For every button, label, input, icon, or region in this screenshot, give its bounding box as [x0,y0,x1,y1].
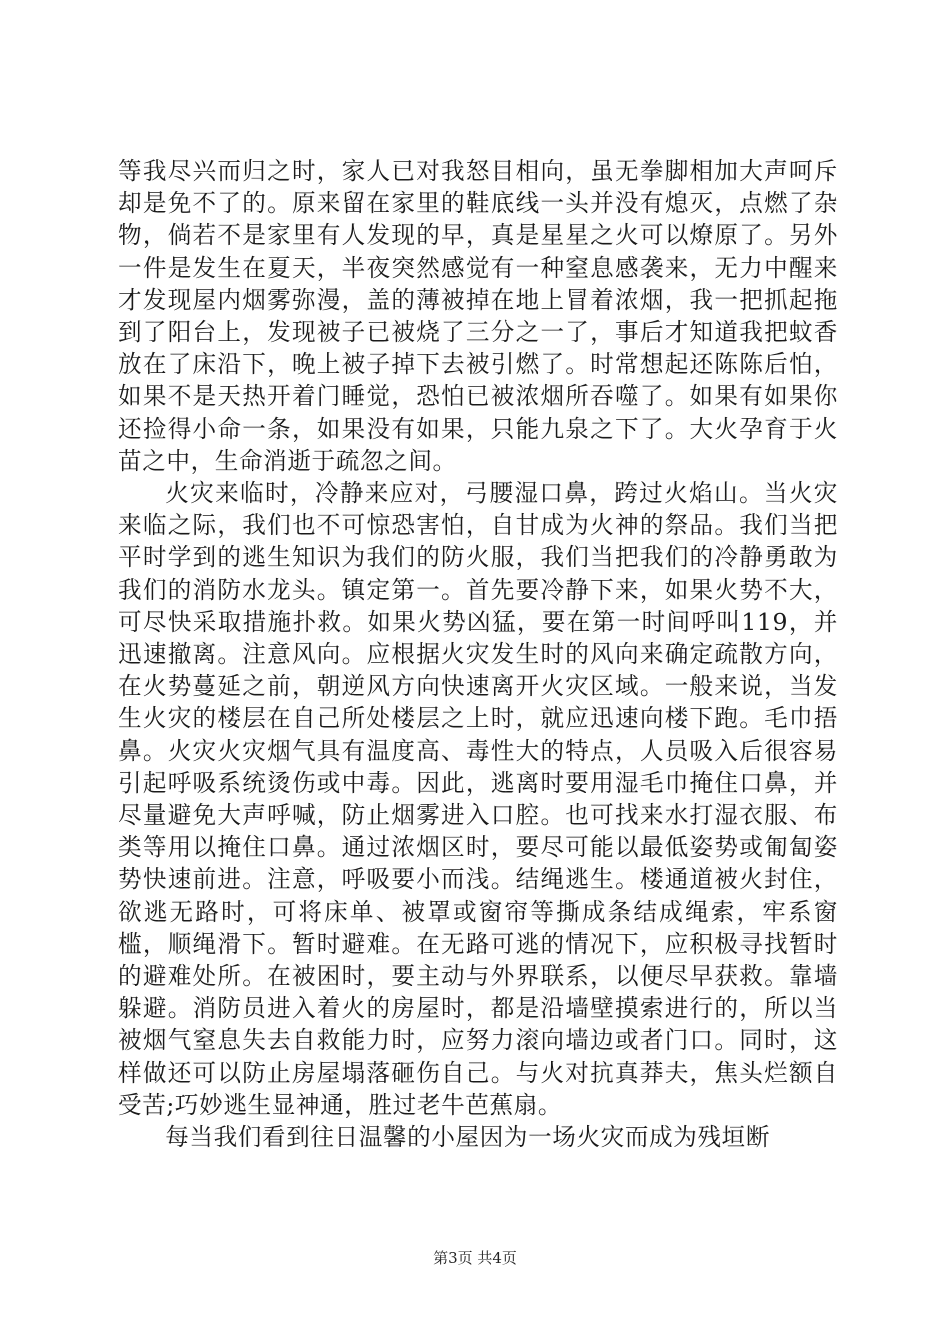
paragraph-1: 等我尽兴而归之时，家人已对我怒目相向，虽无拳脚相加大声呵斥却是免不了的。原来留在家里的鞋底线一头并没有熄灭，点燃了杂物，倘若不是家里有人发现的早，真是星星之火可以燎原了。另外一件是发生在夏天，半夜突然感觉有一种窒息感袭来，无力中醒来才发现屋内烟雾弥漫，盖的薄被掉在地上冒着浓烟，我一把抓起拖到了阳台上，发现被子已被烧了三分之一了，事后才知道我把蚊香放在了床沿下，晚上被子掉下去被引燃了。时常想起还陈陈后怕，如果不是天热开着门睡觉，恐怕已被浓烟所吞噬了。如果有如果你还捡得小命一条，如果没有如果，只能九泉之下了。大火孕育于火苗之中，生命消逝于疏忽之间。 [118,157,838,475]
paragraph-3: 每当我们看到往日温馨的小屋因为一场火灾而成为残垣断 [165,1123,771,1152]
paragraph-2: 火灾来临时，冷静来应对，弓腰湿口鼻，跨过火焰山。当火灾来临之际，我们也不可惊恐害怕，自甘成为火神的祭品。我们当把平时学到的逃生知识为我们的防火服，我们当把我们的冷静勇敢为我们的消防水龙头。镇定第一。首先要冷静下来，如果火势不大，可尽快采取措施扑救。如果火势凶猛，要在第一时间呼叫119，并迅速撤离。注意风向。应根据火灾发生时的风向来确定疏散方向，在火势蔓延之前，朝逆风方向快速离开火灾区域。一般来说，当发生火灾的楼层在自己所处楼层之上时，就应迅速向楼下跑。毛巾捂鼻。火灾火灾烟气具有温度高、毒性大的特点，人员吸入后很容易引起呼吸系统烫伤或中毒。因此，逃离时要用湿毛巾掩住口鼻，并尽量避免大声呼喊，防止烟雾进入口腔。也可找来水打湿衣服、布类等用以掩住口鼻。通过浓烟区时，要尽可能以最低姿势或匍匐姿势快速前进。注意，呼吸要小而浅。结绳逃生。楼通道被火封住，欲逃无路时，可将床单、被罩或窗帘等撕成条结成绳索，牢系窗槛，顺绳滑下。暂时避难。在无路可逃的情况下，应积极寻找暂时的避难处所。在被困时，要主动与外界联系，以便尽早获救。靠墙躲避。消防员进入着火的房屋时，都是沿墙壁摸索进行的，所以当被烟气窒息失去自救能力时，应努力滚向墙边或者门口。同时，这样做还可以防止房屋塌落砸伤自己。与火对抗真莽夫，焦头烂额自受苦;巧妙逃生显神通，胜过老牛芭蕉扇。 [118,479,838,1119]
document-body [118,155,838,1153]
page-footer: 第3页 共4页 [433,1249,517,1267]
